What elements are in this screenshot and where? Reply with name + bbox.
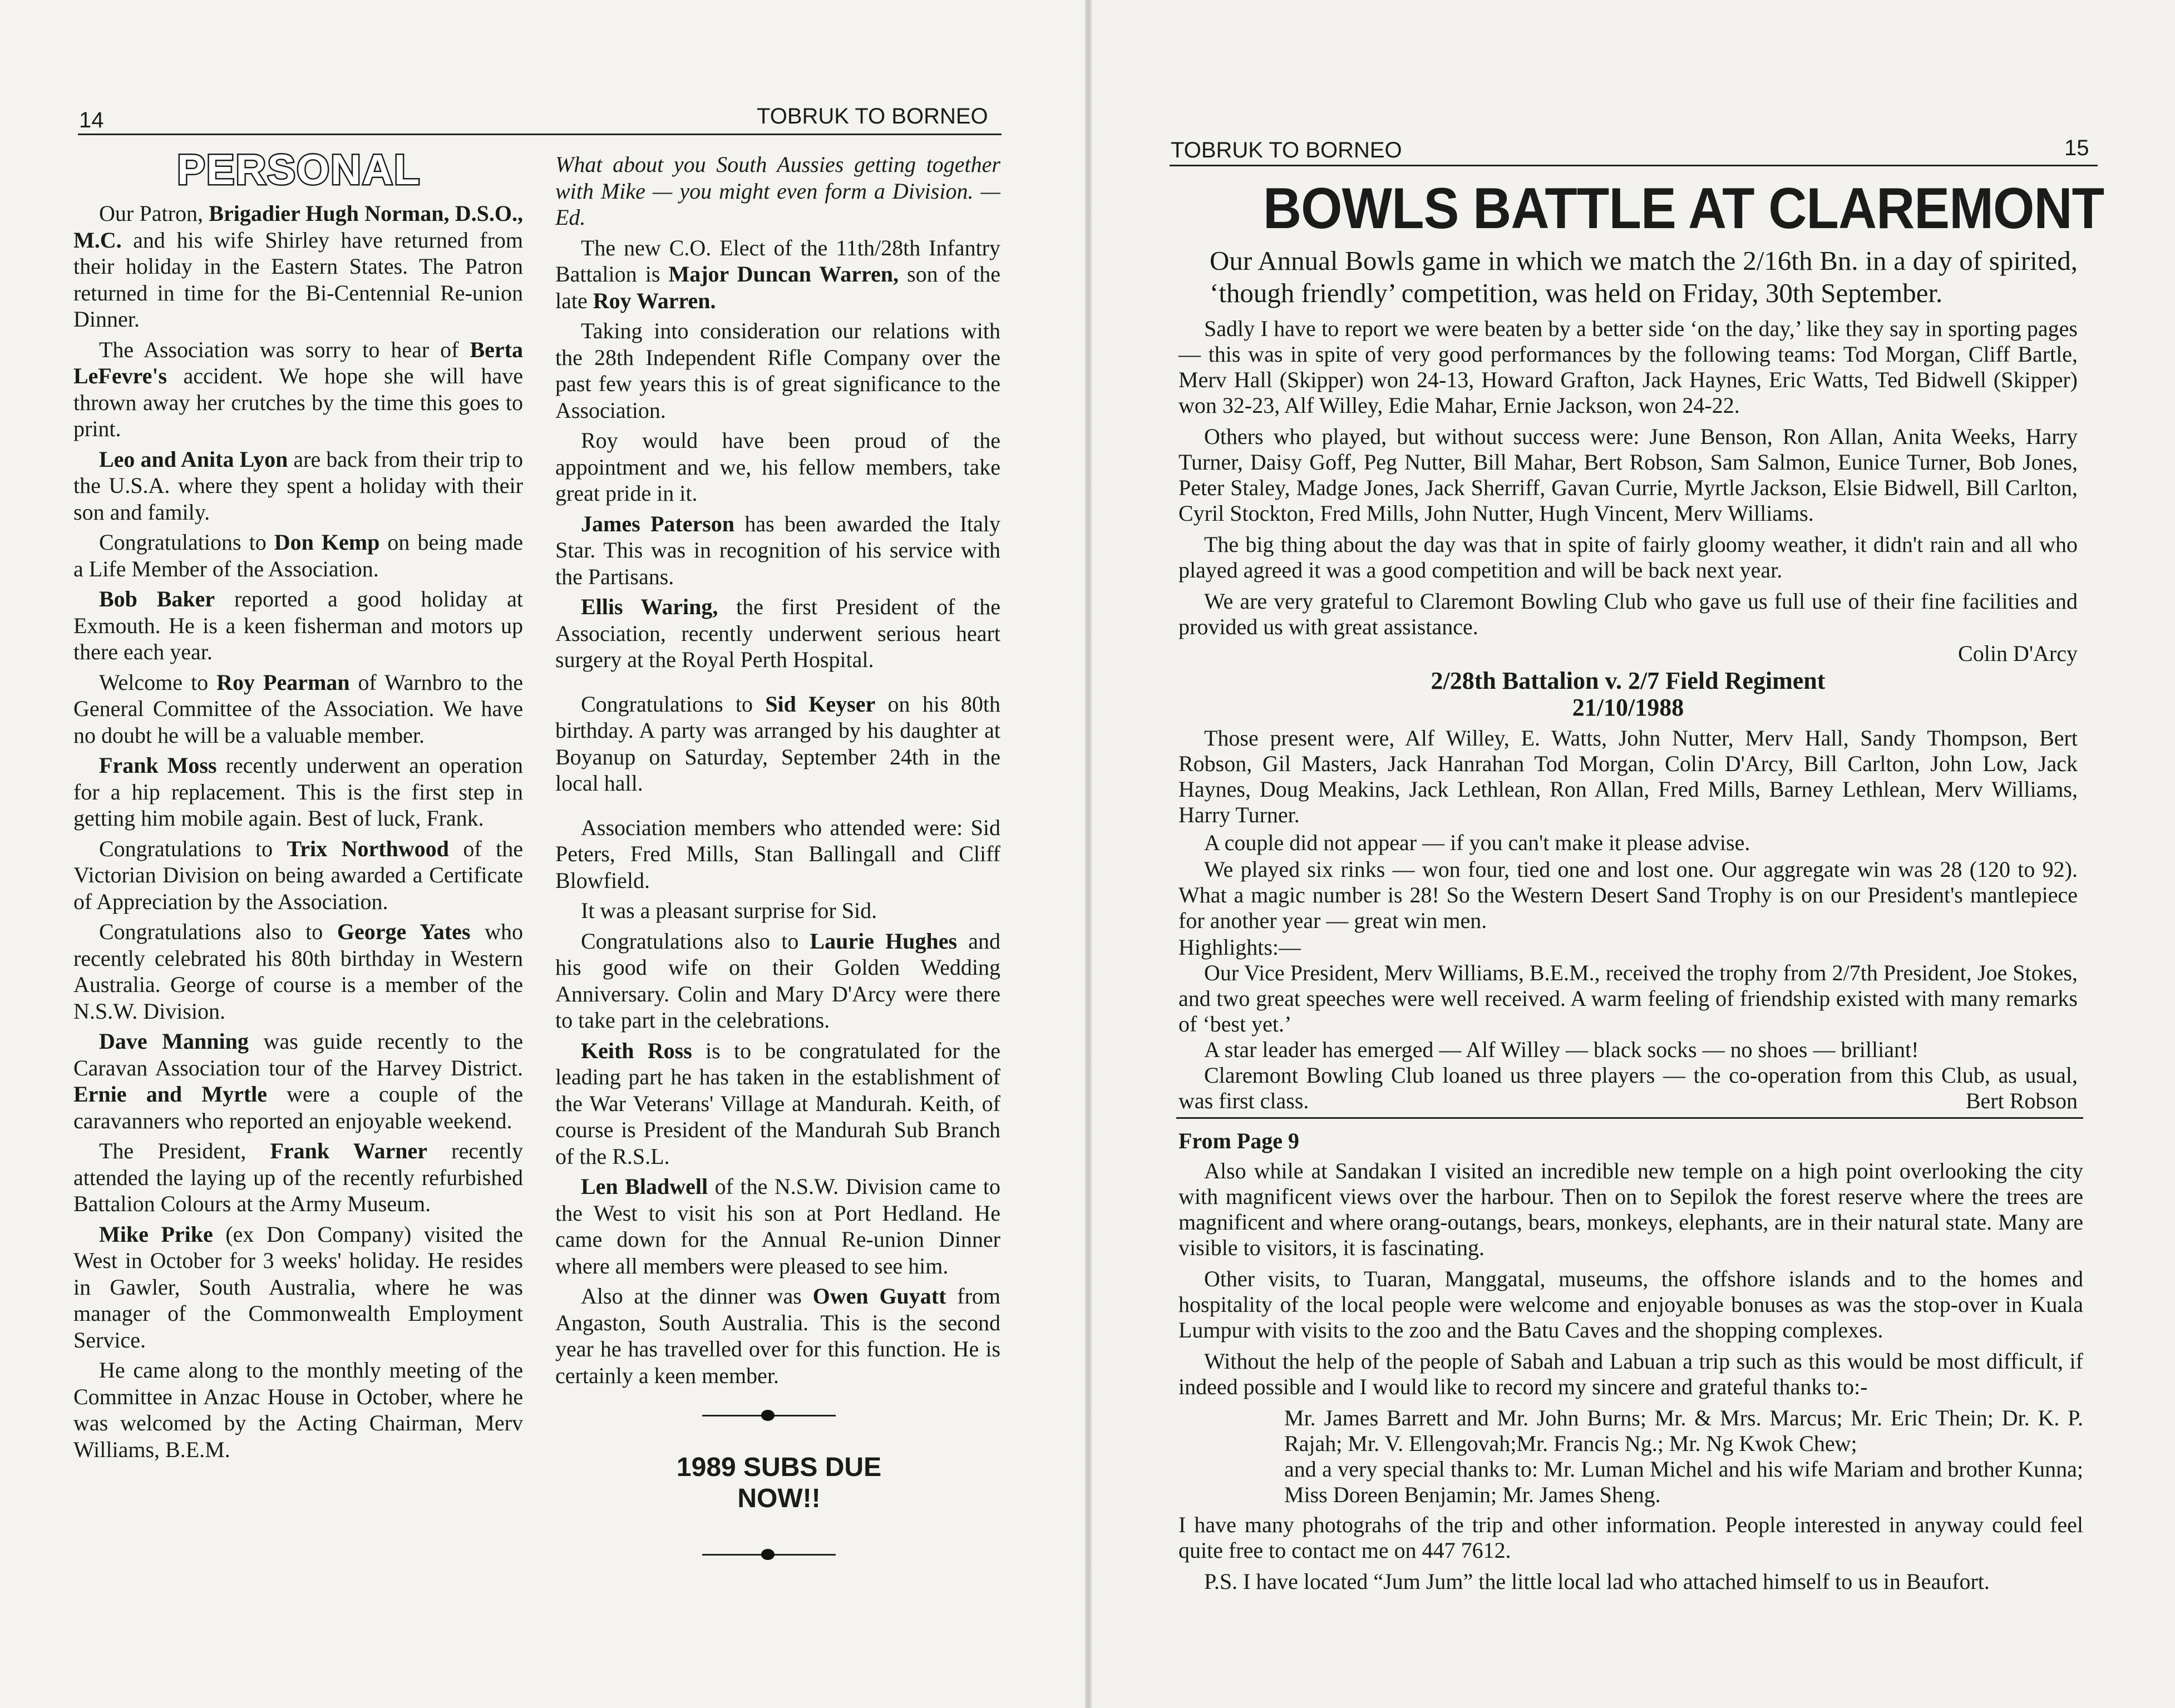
text-run: has been awarded the Italy Star. This was in recognition of his service with the Partisans.	[555, 511, 1001, 589]
text-run: Welcome to	[99, 669, 217, 695]
paragraph	[555, 594, 1000, 673]
bold-name: Ernie and Myrtle	[73, 1082, 268, 1107]
signature-colin-darcy: Colin D'Arcy	[1958, 641, 2078, 666]
text-run: of the N.S.W. Division came to the West to visit his son at Port Hedland. He came down for the Annual Re-union Dinner where all members were pleased to see him.	[555, 1174, 1000, 1278]
text-run: were a couple of the caravanners who reported an enjoyable weekend.	[73, 1082, 523, 1133]
text-run: was guide recently to the Caravan Association tour of the Harvey District.	[73, 1029, 523, 1080]
text-run: and his good wife on their Golden Wedding Anniversary. Colin and Mary D'Arcy were there to take part in the celebrations.	[555, 928, 1000, 1033]
highlights-label: Highlights:—	[1178, 935, 1301, 960]
bold-name: Dave Manning	[99, 1029, 249, 1054]
bold-name: James Paterson	[581, 511, 735, 536]
text-run: (ex Don Company) visited the West in October for 3 weeks' holiday. He resides in Gawler, South Australia, where he was manager of the Commonwealth Employment Service.	[73, 1221, 523, 1352]
paragraph: Others who played, but without success were: June Benson, Ron Allan, Anita Weeks, Harry Turner, Daisy Goff, Peg Nutter, Bill Mahar, Bert Robson, Sam Salmon, Eunice Turner, Bob Jones, Peter Staley, Madge Jones, Jack Sherriff, Gavan Currie, Myrtle Jackson, Elsie Bidwell, Bill Carlton, Cyril Stockton, Fred Mills, John Nutter, Hugh Vincent, Merv Williams.	[1178, 424, 2078, 526]
bowls-article	[1178, 316, 2078, 1114]
text-run: Congratulations to	[99, 836, 287, 861]
paragraph	[555, 427, 1000, 507]
text-run: of the Victorian Division on being awarded a Certificate of Appreciation by the Association.	[73, 836, 524, 914]
text-run: The Association was sorry to hear of	[99, 337, 470, 362]
bold-name: Leo and Anita Lyon	[99, 446, 288, 472]
paragraph: Without the help of the people of Sabah and Labuan a trip such as this would be most difficult, if indeed possible and I would like to record my sincere and grateful thanks to:-	[1178, 1349, 2083, 1399]
bold-name: Frank Moss	[99, 753, 217, 778]
text-run: of Warnbro to the General Committee of the Association. We have no doubt he will be a valuable member.	[73, 669, 524, 748]
signature-bert-robson: Bert Robson	[1965, 1088, 2078, 1113]
from-page-label: From Page 9	[1178, 1128, 1299, 1153]
text-run: on his 80th birthday. A party was arranged by his daughter at Boyanup on Saturday, September 24th in the local hall.	[555, 691, 1001, 796]
paragraph	[73, 1357, 523, 1463]
paragraph	[73, 529, 523, 582]
bold-name: Mike Prike	[99, 1221, 213, 1247]
bold-name: Major Duncan Warren,	[668, 261, 899, 287]
paragraph	[73, 752, 523, 832]
from-page-9-article	[1178, 1128, 2083, 1600]
header-rule-left	[78, 134, 1002, 135]
text-run: Congratulations to	[581, 691, 766, 717]
paragraph: Sadly I have to report we were beaten by a better side ‘on the day,’ like they say in sporting pages — this was in spite of very good performances by the following teams: Tod Morgan, Cliff Bartle, Merv Hall (Skipper) won 24-13, Howard Grafton, Jack Haynes, Eric Watts, Ted Bidwell (Skipper) won 32-23, Alf Willey, Edie Mahar, Ernie Jackson, won 24-22.	[1178, 316, 2078, 418]
paragraph: We played six rinks — won four, tied one and lost one. Our aggregate win was 28 (120 to 92). What a magic number is 28! So the Western Desert Sand Trophy is on our President's mantlepiece for another year — great win men.	[1178, 857, 2078, 933]
paragraph: We are very grateful to Claremont Bowling Club who gave us full use of their fine facilities and provided us with great assistance.	[1178, 589, 2078, 639]
bold-name: Ellis Waring,	[581, 594, 718, 619]
text-run: Association members who attended were: Sid Peters, Fred Mills, Stan Ballingall and Cliff Blowfield.	[555, 814, 1000, 893]
section-rule	[1176, 1117, 2083, 1119]
text-run: Our Patron,	[99, 201, 209, 226]
paragraph: Also while at Sandakan I visited an incredible new temple on a high point overlooking the city with magnificent views over the harbour. Then on to Sepilok the forest reserve where the trees are magnificent and where orang-outangs, bears, monkeys, elephants, are in their natural state. Many are visible to visitors, it is fascinating.	[1178, 1158, 2083, 1260]
paragraph: Other visits, to Tuaran, Manggatal, museums, the offshore islands and to the homes and hospitality of the local people were welcome and enjoyable bonuses as was the stop-over in Kuala Lumpur with visits to the zoo and the Batu Caves and the shopping complexes.	[1178, 1266, 2083, 1342]
bold-name: Owen Guyatt	[812, 1284, 946, 1309]
paragraph: The big thing about the day was that in spite of fairly gloomy weather, it didn't rain and all who played agreed it was a good competition and will be back next year.	[1178, 532, 2078, 583]
bold-name: Brigadier Hugh Norman, D.S.O., M.C.	[73, 201, 524, 253]
paragraph	[73, 1138, 523, 1217]
bold-name: Trix Northwood	[287, 836, 449, 861]
paragraph	[73, 836, 523, 915]
text-run: from Angaston, South Australia. This is the second year he has travelled over for this function. He is certainly a keen member.	[555, 1284, 1000, 1388]
paragraph	[555, 1283, 1000, 1389]
text-run: who recently celebrated his 80th birthday in Western Australia. George of course is a member of the N.S.W. Division.	[73, 919, 523, 1024]
text-run: on being made a Life Member of the Association.	[73, 530, 523, 581]
running-head-right: TOBRUK TO BORNEO	[1171, 138, 1402, 162]
ornament-bottom	[702, 1549, 836, 1560]
bold-name: George Yates	[337, 919, 471, 944]
text-run: Also at the dinner was	[581, 1284, 813, 1309]
paragraph	[73, 337, 523, 442]
right-page	[1092, 0, 2175, 1708]
paragraph	[73, 919, 523, 1024]
text-run: He came along to the monthly meeting of the Committee in Anzac House in October, where he was welcomed by the Acting Chairman, Merv Williams, B.E.M.	[73, 1357, 523, 1462]
text-run: The President,	[99, 1138, 270, 1163]
paragraph	[73, 1028, 523, 1134]
book-gutter	[1085, 0, 1092, 1708]
paragraph	[555, 814, 1000, 894]
bowls-heading: BOWLS BATTLE AT CLAREMONT	[1263, 176, 2104, 241]
paragraph	[73, 669, 523, 749]
paragraph	[555, 511, 1000, 590]
paragraph	[73, 446, 523, 526]
paragraph	[555, 1038, 1000, 1170]
bold-name: Bob Baker	[99, 586, 215, 611]
bold-name: Don Kemp	[274, 530, 380, 555]
text-run: It was a pleasant surprise for Sid.	[581, 898, 877, 923]
text-run: recently attended the laying up of the recently refurbished Battalion Colours at the Army Museum.	[73, 1138, 523, 1216]
text-run: recently underwent an operation for a hip replacement. This is the first step in getting him mobile again. Best of luck, Frank.	[73, 753, 523, 831]
paragraph	[555, 235, 1000, 314]
ornament-top	[702, 1410, 836, 1421]
paragraph	[73, 200, 523, 333]
paragraph: Those present were, Alf Willey, E. Watts, John Nutter, Merv Hall, Sandy Thompson, Bert Robson, Gil Masters, Jack Hanrahan Tod Morgan, Colin D'Arcy, Bill Carlton, John Low, Jack Haynes, Doug Meakins, Jack Lethlean, Ron Allan, Fred Mills, Barney Lethlean, Merv Williams, Harry Turner.	[1178, 725, 2078, 827]
page-number-left: 14	[79, 108, 104, 132]
running-head-left: TOBRUK TO BORNEO	[757, 104, 988, 129]
bold-name: Frank Warner	[270, 1138, 427, 1163]
text-run: the first President of the Association, recently underwent serious heart surgery at the Royal Perth Hospital.	[555, 594, 1000, 672]
match-heading: 2/28th Battalion v. 2/7 Field Regiment	[1431, 667, 1826, 694]
bold-name: Sid Keyser	[765, 691, 876, 717]
text-run: Congratulations also to	[581, 928, 810, 954]
paragraph	[555, 928, 1000, 1034]
postscript: P.S. I have located “Jum Jum” the little local lad who attached himself to us in Beaufort.	[1204, 1569, 1990, 1594]
paragraph	[555, 691, 1000, 797]
editor-note: What about you South Aussies getting together with Mike — you might even form a Division. — Ed.	[555, 152, 1000, 230]
personal-column-2	[555, 151, 1000, 1393]
bold-name: Len Bladwell	[581, 1174, 708, 1199]
thanks-list-2: and a very special thanks to: Mr. Luman Michel and his wife Mariam and brother Kunna; Miss Doreen Benjamin; Mr. James Sheng.	[1284, 1457, 2083, 1507]
text-run: Congratulations also to	[99, 919, 337, 944]
bold-name: Roy Warren.	[593, 288, 716, 313]
subs-due-notice	[612, 1452, 946, 1514]
text-run: and his wife Shirley have returned from their holiday in the Eastern States. The Patron returned in time for the Bi-Centennial Re-union Dinner.	[73, 227, 523, 332]
header-rule-right	[1170, 165, 2098, 166]
text-run: Roy would have been proud of the appointment and we, his fellow members, take great pride in it.	[555, 428, 1000, 506]
text-run: accident. We hope she will have thrown away her crutches by the time this goes to print.	[73, 363, 523, 441]
thanks-list-1: Mr. James Barrett and Mr. John Burns; Mr. & Mrs. Marcus; Mr. Eric Thein; Dr. K. P. Rajah; Mr. V. Ellengovah;Mr. Francis Ng.; Mr. Ng Kwok Chew;	[1284, 1405, 2083, 1456]
paragraph	[73, 1221, 523, 1354]
text-run: are back from their trip to the U.S.A. where they spent a holiday with their son and family.	[73, 446, 523, 525]
text-run: son of the late	[555, 261, 1000, 313]
bold-name: Roy Pearman	[216, 669, 350, 695]
left-page	[0, 0, 1085, 1708]
page-number-right: 15	[2064, 136, 2089, 160]
paragraph	[555, 897, 1000, 924]
highlight-item: A star leader has emerged — Alf Willey — black socks — no shoes — brilliant!	[1204, 1037, 1919, 1062]
personal-column-1	[73, 200, 523, 1467]
highlight-item: Claremont Bowling Club loaned us three players — the co-operation from this Club, as usual, was first class.	[1178, 1063, 2078, 1113]
text-run: Taking into consideration our relations with the 28th Independent Rifle Company over the past few years this is of great significance to the Association.	[555, 318, 1000, 423]
paragraph	[555, 318, 1000, 423]
bullet-dot-icon	[761, 1549, 775, 1560]
text-run: is to be congratulated for the leading part he has taken in the establishment of the War Veterans' Village at Mandurah. Keith, of course is President of the Mandurah Sub Branch of the R.S.L.	[555, 1038, 1000, 1169]
paragraph	[555, 1173, 1000, 1279]
paragraph: I have many photograhs of the trip and other information. People interested in anyway could feel quite free to contact me on 447 7612.	[1178, 1512, 2083, 1563]
bold-name: Laurie Hughes	[810, 928, 958, 954]
text-run: reported a good holiday at Exmouth. He is a keen fisherman and motors up there each year.	[73, 586, 523, 664]
paragraph: A couple did not appear — if you can't make it please advise.	[1204, 830, 1750, 855]
bold-name: Keith Ross	[581, 1038, 692, 1063]
text-run: Congratulations to	[99, 530, 274, 555]
bowls-lede: Our Annual Bowls game in which we match the 2/16th Bn. in a day of spirited, ‘though friendly’ competition, was held on Friday, 30th September.	[1210, 245, 2078, 308]
match-date: 21/10/1988	[1572, 694, 1684, 721]
subs-due-line-2: NOW!!	[737, 1484, 821, 1513]
personal-heading: PERSONAL	[177, 146, 421, 194]
subs-due-line-1: 1989 SUBS DUE	[676, 1453, 882, 1482]
highlight-item: Our Vice President, Merv Williams, B.E.M., received the trophy from 2/7th President, Joe Stokes, and two great speeches were well received. A warm feeling of friendship existed with many remarks of ‘best yet.’	[1178, 960, 2078, 1036]
text-run: The new C.O. Elect of the 11th/28th Infantry Battalion is	[555, 235, 1000, 287]
paragraph	[73, 586, 523, 665]
bold-name: Berta LeFevre's	[73, 337, 523, 388]
bullet-dot-icon	[761, 1410, 775, 1421]
